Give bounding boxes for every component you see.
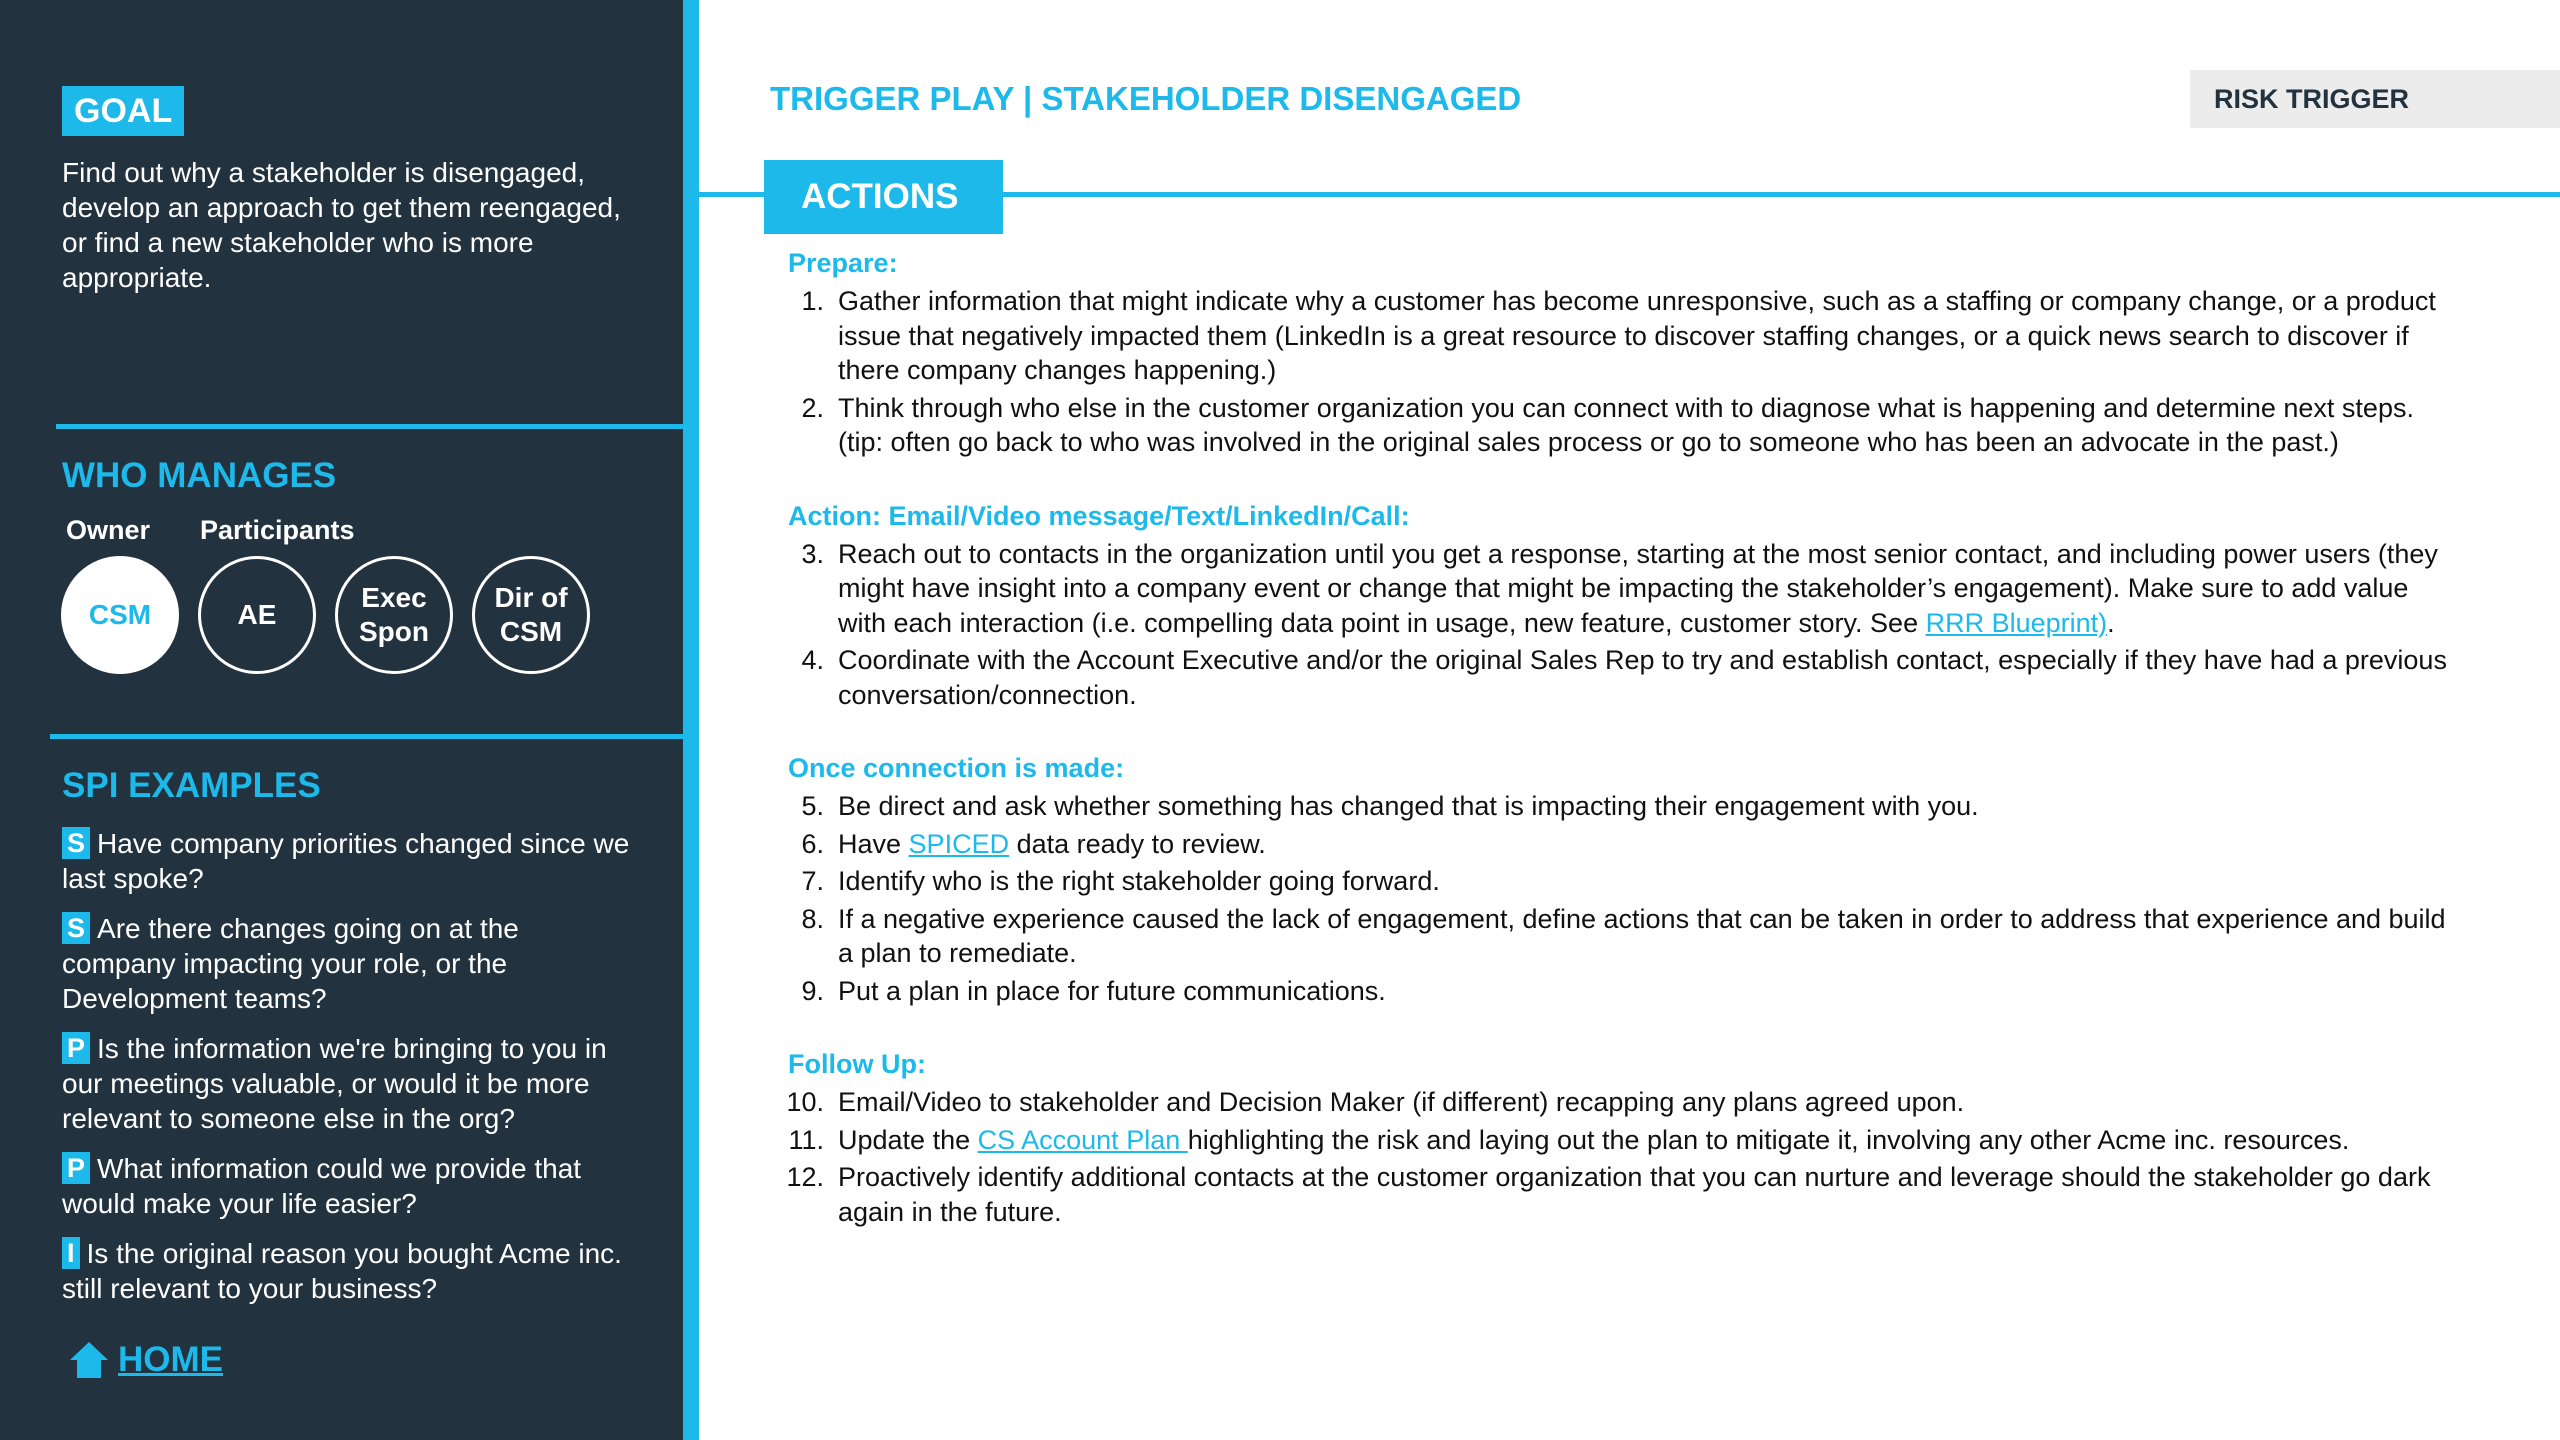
risk-trigger-tag: RISK TRIGGER [2190,70,2560,128]
spi-item [62,826,637,896]
sidebar [0,0,683,1440]
step-number: 1. [801,286,824,316]
action-heading: Action: Email/Video message/Text/LinkedIn/Call: [788,500,1410,531]
actions-content [788,245,2448,1229]
actions-badge: ACTIONS [764,160,1003,234]
step-item [788,902,2448,971]
step-item [788,864,2448,899]
step-item [788,1160,2448,1229]
step-number: 10. [786,1087,824,1117]
step-item [788,391,2448,460]
spi-item [62,1236,637,1306]
role-label: Dir of CSM [494,582,568,647]
role-circle-exec-spon [335,556,453,674]
step-text: Proactively identify additional contacts at the customer organization that you can nurture and leverage should the stakeholder go dark again in the future. [838,1162,2431,1227]
role-circle-csm [61,556,179,674]
spi-letter-badge: S [62,912,90,944]
step-number: 3. [801,538,824,569]
divider [56,424,683,429]
step-text [838,1123,2448,1158]
step-number: 5. [801,791,824,821]
step-number: 6. [801,828,824,859]
step-item [788,537,2448,641]
role-circle-ae [198,556,316,674]
spi-question: Is the information we're bringing to you in our meetings valuable, or would it be more relevant to someone else in the org? [62,1033,607,1134]
step-text [838,827,2448,862]
page-title: TRIGGER PLAY | STAKEHOLDER DISENGAGED [770,80,1522,117]
connection-heading: Once connection is made: [788,753,1125,783]
step-text: Coordinate with the Account Executive and/or the original Sales Rep to try and establish contact, especially if they have had a previous conversation/connection. [838,645,2447,710]
step-item [788,284,2448,388]
step-text: Email/Video to stakeholder and Decision Maker (if different) recapping any plans agreed upon. [838,1087,1965,1117]
participants-label: Participants [200,515,355,545]
step-number: 9. [801,975,824,1006]
step-text: Be direct and ask whether something has changed that is impacting their engagement with you. [838,791,1979,821]
spi-item [62,911,637,1016]
step-text: Gather information that might indicate why a customer has become unresponsive, such as a staffing or company change, or a product issue that negatively impacted them (LinkedIn is a great resource to discover staffing changes, or a quick news search to discover if there company changes happening.) [838,286,2436,385]
sidebar-accent-bar [683,0,699,1440]
step-number: 7. [801,866,824,896]
step-text-part: Update the [838,1124,978,1155]
spi-letter-badge: S [62,827,90,859]
step-item [788,643,2448,712]
rrr-blueprint-link[interactable]: RRR Blueprint) [1925,607,2108,638]
step-item [788,1123,2448,1158]
spi-list [62,826,637,1321]
goal-badge: GOAL [62,86,184,136]
spi-examples-heading: SPI EXAMPLES [62,766,321,805]
follow-up-heading: Follow Up: [788,1049,926,1079]
step-number: 4. [801,645,824,675]
step-number: 2. [801,392,824,423]
step-item [788,974,2448,1009]
who-manages-heading: WHO MANAGES [62,456,337,495]
goal-text: Find out why a stakeholder is disengaged, develop an approach to get them reengaged, or find a new stakeholder who is more appropriate. [62,157,621,293]
step-text: Identify who is the right stakeholder going forward. [838,866,1440,896]
spi-letter-badge: P [62,1032,90,1064]
prepare-heading: Prepare: [788,248,898,278]
home-icon [68,1340,110,1380]
step-text [838,537,2448,641]
owner-label: Owner [66,515,151,545]
spi-question: What information could we provide that would make your life easier? [62,1153,582,1219]
step-item [788,827,2448,862]
spi-item [62,1151,637,1221]
home-link[interactable] [68,1340,223,1380]
step-text: Think through who else in the customer organization you can connect with to diagnose what is happening and determine next steps. (tip: often go back to who was involved in the original sales process or go to someone who has been an advocate in the past.) [838,392,2414,457]
step-item [788,789,2448,824]
step-number: 11. [788,1124,824,1155]
step-text: If a negative experience caused the lack of engagement, define actions that can be taken in order to address that experience and build a plan to remediate. [838,903,2446,968]
step-number: 8. [801,903,824,934]
step-text-part: data ready to review. [1009,828,1266,859]
step-item [788,1085,2448,1120]
role-circle-dir-csm [472,556,590,674]
spi-item [62,1031,637,1136]
step-text-part: Reach out to contacts in the organization until you get a response, starting at the most senior contact, and including power users (they might have insight into a company event or change that might be impacting the stakeholder’s engagement). Make sure to add value with each interaction (i.e. compelling data point in usage, new feature, customer story. See [838,538,2438,638]
spi-question: Is the original reason you bought Acme inc. still relevant to your business? [62,1238,622,1304]
step-text-part: . [2107,607,2115,638]
step-text: Put a plan in place for future communications. [838,975,1386,1006]
step-text-part: highlighting the risk and laying out the plan to mitigate it, involving any other Acme inc. resources. [1187,1124,2350,1155]
step-number: 12. [786,1162,824,1192]
spiced-link[interactable]: SPICED [908,828,1010,859]
cs-account-plan-link[interactable]: CS Account Plan [977,1124,1188,1155]
home-label[interactable]: HOME [118,1340,223,1379]
role-label: AE [237,599,277,630]
divider [50,734,683,739]
spi-letter-badge: P [62,1152,90,1184]
step-text-part: Have [838,828,909,859]
role-label: Exec Spon [359,582,429,647]
spi-letter-badge: I [62,1237,80,1269]
spi-question: Have company priorities changed since we last spoke? [62,828,630,894]
spi-question: Are there changes going on at the company impacting your role, or the Development teams? [62,913,519,1014]
role-label: CSM [88,599,152,630]
